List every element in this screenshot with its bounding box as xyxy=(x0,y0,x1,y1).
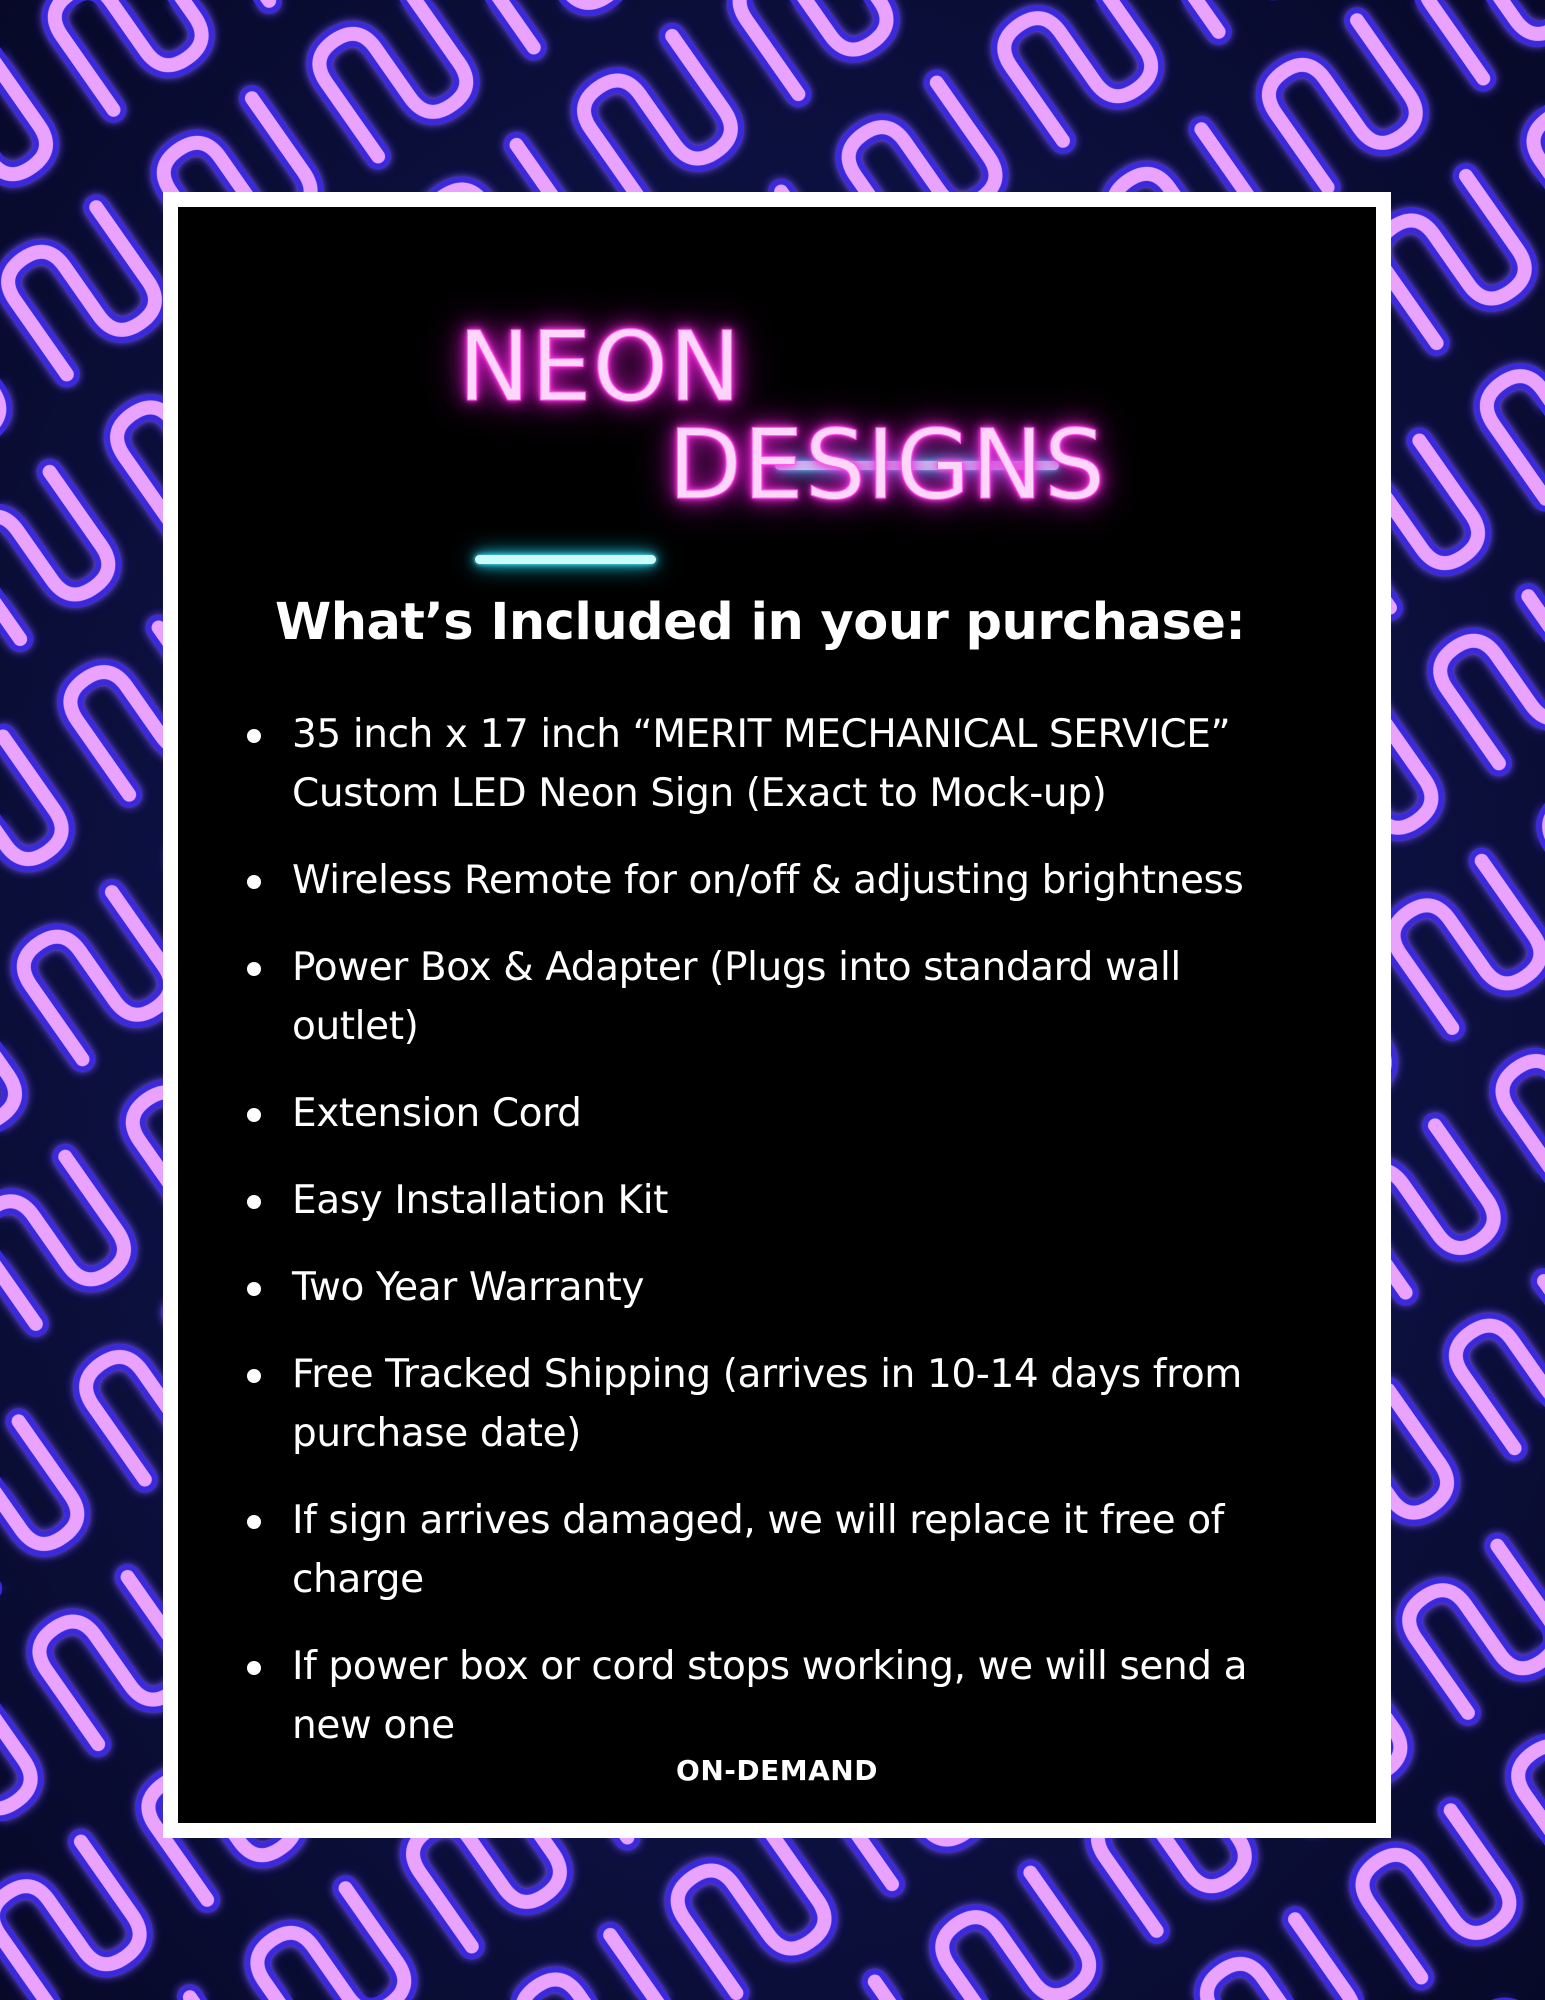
footer-brand: ON-DEMAND xyxy=(676,1754,878,1787)
bullet-icon xyxy=(247,1515,261,1529)
list-item-line-1: Extension Cord xyxy=(292,1091,582,1136)
bullet-icon xyxy=(247,962,261,976)
list-item xyxy=(247,938,1357,1056)
logo-text-designs: DESIGNS xyxy=(668,409,1106,521)
list-item-line-1: Free Tracked Shipping (arrives in 10-14 days from xyxy=(292,1352,1242,1397)
page-title: What’s Included in your purchase: xyxy=(275,593,1246,652)
list-item-line-1: If sign arrives damaged, we will replace it free of xyxy=(292,1498,1224,1543)
list-item-line-1: Two Year Warranty xyxy=(292,1265,645,1310)
bullet-icon xyxy=(247,1195,261,1209)
list-item-line-1: Power Box & Adapter (Plugs into standard wall xyxy=(292,945,1181,990)
list-item-line-1: If power box or cord stops working, we will send a xyxy=(292,1644,1248,1689)
list-item xyxy=(247,1491,1357,1609)
list-item-line-2: Custom LED Neon Sign (Exact to Mock-up) xyxy=(292,771,1107,816)
logo-text-neon: NEON xyxy=(458,311,742,423)
list-item xyxy=(247,851,1357,910)
list-item xyxy=(247,1084,1357,1143)
content-card xyxy=(163,192,1391,1838)
logo-cyan-bar-bottom xyxy=(475,555,656,564)
list-item-line-2: purchase date) xyxy=(292,1411,581,1456)
list-item xyxy=(247,1637,1357,1755)
bullet-icon xyxy=(247,1661,261,1675)
included-items-list xyxy=(247,705,1357,1783)
list-item-line-2: outlet) xyxy=(292,1004,419,1049)
list-item-line-2: charge xyxy=(292,1557,424,1602)
list-item xyxy=(247,1258,1357,1317)
list-item-line-2: new one xyxy=(292,1703,455,1748)
list-item xyxy=(247,1171,1357,1230)
neon-designs-logo xyxy=(458,307,1118,567)
bullet-icon xyxy=(247,1369,261,1383)
list-item xyxy=(247,705,1357,823)
list-item-line-1: Easy Installation Kit xyxy=(292,1178,669,1223)
list-item xyxy=(247,1345,1357,1463)
bullet-icon xyxy=(247,1108,261,1122)
bullet-icon xyxy=(247,1282,261,1296)
list-item-line-1: 35 inch x 17 inch “MERIT MECHANICAL SERVICE” xyxy=(292,712,1231,757)
bullet-icon xyxy=(247,729,261,743)
list-item-line-1: Wireless Remote for on/off & adjusting brightness xyxy=(292,858,1244,903)
bullet-icon xyxy=(247,875,261,889)
